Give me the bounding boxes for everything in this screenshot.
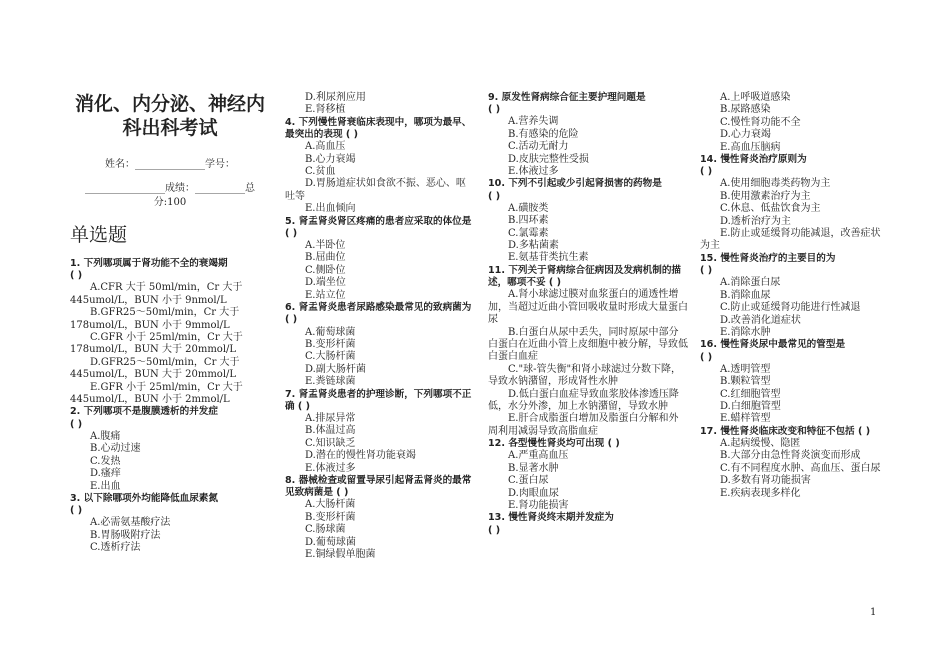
answer-option: C.蛋白尿 [508,475,549,487]
answer-option: B.有感染的危险 [508,128,579,140]
answer-option: A.高血压 [305,141,346,153]
question-text: 16. 慢性肾炎尿中最常见的管型是 [700,339,846,351]
answer-option: A.透明管型 [720,363,771,375]
exam-title-line2: 科出科考试 [122,117,218,139]
answer-option: A.半卧位 [305,240,346,252]
answer-option: C.透析疗法 [90,542,141,554]
answer-option: B.体温过高 [305,425,356,437]
question-text: 10. 下列不引起或少引起肾损害的药物是 [488,178,662,190]
question-text: ( ) [700,166,713,178]
answer-option: B.心动过速 [90,443,141,455]
answer-option: D.皮肤完整性受损 [508,153,589,165]
answer-option: B.心力衰竭 [305,153,356,165]
answer-option: D.透析治疗为主 [720,215,791,227]
answer-option: A.消除蛋白尿 [720,277,781,289]
answer-option: D.低白蛋白血症导致血浆胶体渗透压降低，水分外渗，加上水钠潴留，导致水肿 [488,388,679,412]
question-text: 3. 以下除哪项外均能降低血尿素氮 [70,492,218,504]
question-text: 5. 肾盂肾炎肾区疼痛的患者应采取的体位是 ( ) [285,215,472,239]
answer-option: E.高血压脑病 [720,141,781,153]
answer-option: B.屈曲位 [305,252,346,264]
answer-option: E.肾功能损害 [508,499,569,511]
answer-option: C.红细胞管型 [720,388,781,400]
answer-option: D.GFR25～50ml/min，Cr 大于 445umol/L，BUN 大于 20mmol/L [70,356,240,381]
answer-option: B.使用激素治疗为主 [720,190,811,202]
answer-option: B.显著水肿 [508,462,559,474]
answer-option: C."球-管失衡"和肾小球滤过分数下降，导致水钠潴留，形成肾性水肿 [488,363,682,388]
question-list [70,258,270,555]
question-text: ( ) [70,270,83,282]
question-text: 6. 肾盂肾炎患者尿路感染最常见的致病菌为 ( ) [285,302,472,326]
column-3 [488,92,688,537]
exam-title-line1: 消化、内分泌、神经内 [74,93,265,115]
question-text: 7. 肾盂肾炎患者的护理诊断，下列哪项不正确 ( ) [285,388,472,412]
answer-option: D.副大肠杆菌 [305,363,366,375]
answer-option: C.活动无耐力 [508,141,569,153]
answer-option: A.起病缓慢、隐匿 [720,437,801,449]
answer-option: B.变形杆菌 [305,511,356,523]
answer-option: D.多数有肾功能损害 [720,475,811,487]
answer-option: B.消除血尿 [720,289,771,301]
section-title: 单选题 [70,224,128,246]
answer-option: B.GFR25～50ml/min，Cr 大于 178umol/L，BUN 小于 9mmol/L [70,307,240,331]
answer-option: E.站立位 [305,289,346,301]
info-line3: 分:100 [153,197,187,208]
answer-option: C.慢性肾功能不全 [720,116,801,128]
answer-option: C.知识缺乏 [305,437,356,449]
answer-option: A.上呼吸道感染 [720,92,791,103]
answer-option: A.大肠杆菌 [305,499,356,511]
answer-option: D.肉眼血尿 [508,487,559,499]
answer-option: D.瘙痒 [90,468,121,480]
answer-option: B.大部分由急性肾炎演变而形成 [720,450,861,462]
answer-option: C.防止或延缓肾功能进行性减退 [720,302,861,314]
answer-option: A.葡萄球菌 [305,326,356,338]
answer-option: D.白细胞管型 [720,400,781,412]
answer-option: D.心力衰竭 [720,129,771,141]
answer-option: C.大肠杆菌 [305,351,356,363]
question-text: ( ) [70,418,83,430]
answer-option: A.排尿异常 [305,412,356,424]
answer-option: A.磺胺类 [508,202,549,214]
answer-option: D.端坐位 [305,277,346,289]
question-text: 2. 下列哪项不是腹膜透析的并发症 [70,406,218,418]
question-text: ( ) [700,265,713,277]
answer-option: E.粪链球菌 [305,376,356,388]
column-4 [700,92,890,500]
exam-title [70,92,270,140]
question-text: ( ) [70,505,83,517]
answer-option: B.四环素 [508,215,549,227]
question-text: ( ) [488,524,501,536]
student-info [70,158,270,210]
info-line1: 姓名：______________学号： [105,159,235,170]
answer-option: C.肠球菌 [305,524,346,536]
answer-option: D.改善消化道症状 [720,314,801,326]
answer-option: D.葡萄球菌 [305,536,356,548]
answer-option: E.消除水肿 [720,326,771,338]
question-text: 14. 慢性肾炎治疗原则为 [700,154,807,166]
page-number: 1 [870,607,877,618]
answer-option: A.CFR 大于 50ml/min，Cr 大于 445umol/L，BUN 小于 9nmol/L [70,282,243,306]
column-2 [285,92,475,561]
answer-option: A.使用细胞毒类药物为主 [720,178,831,190]
question-text: 15. 慢性肾炎治疗的主要目的为 [700,252,836,264]
answer-option: A.肾小球滤过膜对血浆蛋白的通透性增加，当超过近曲小管回吸收量时形成大量蛋白尿 [488,289,688,326]
answer-option: E.出血 [90,480,121,492]
answer-option: B.颗粒管型 [720,376,771,388]
answer-option: B.变形杆菌 [305,338,356,350]
answer-option: E.防止或延缓肾功能减退，改善症状为主 [700,228,881,252]
answer-option: E.蜡样管型 [720,413,771,425]
answer-option: D.潜在的慢性肾功能衰竭 [305,450,416,462]
answer-option: C.发热 [90,455,121,467]
answer-option: E.体液过多 [508,166,559,178]
question-text: 8. 器械检查或留置导尿引起肾盂肾炎的最常见致病菌是 ( ) [285,474,472,499]
answer-option: E.铜绿假单胞菌 [305,549,376,560]
answer-option: A.必需氨基酸疗法 [90,517,171,529]
answer-option: D.利尿剂应用 [305,92,366,103]
answer-option: E.出血倾向 [305,203,356,215]
answer-option: E.肝合成脂蛋白增加及脂蛋白分解和外周利用减弱导致高脂血症 [488,413,679,437]
column-1 [70,92,270,555]
question-text: 1. 下列哪项属于肾功能不全的衰竭期 [70,258,228,269]
answer-option: D.胃肠道症状如食欲不振、恶心、呕吐等 [285,178,466,202]
answer-option: C.有不同程度水肿、高血压、蛋白尿 [720,462,881,474]
answer-option: A.严重高血压 [508,450,569,462]
answer-option: C.休息、低盐饮食为主 [720,203,821,215]
question-text: 9. 原发性肾病综合征主要护理问题是 [488,92,646,103]
answer-option: A.营养失调 [508,116,559,128]
question-text: 11. 下列关于肾病综合征病因及发病机制的描述，哪项不妥 ( ) [488,264,682,289]
question-text: 13. 慢性肾炎终末期并发症为 [488,512,614,524]
question-text: 12. 各型慢性肾炎均可出现 ( ) [488,438,620,450]
answer-option: C.贫血 [305,166,336,178]
answer-option: C.氯霉素 [508,227,549,239]
answer-option: B.白蛋白从尿中丢失，同时原尿中部分白蛋白在近曲小管上皮细胞中被分解，导致低白蛋白血症 [488,326,688,363]
question-text: ( ) [488,190,501,202]
answer-option: E.肾移植 [305,104,346,116]
question-text: 17. 慢性肾炎临床改变和特征不包括 ( ) [700,425,871,437]
answer-option: E.氨基苷类抗生素 [508,252,589,264]
answer-option: E.体液过多 [305,462,356,474]
question-text: ( ) [488,104,501,116]
answer-option: B.胃肠吸附疗法 [90,529,161,541]
answer-option: A.腹痛 [90,430,121,442]
answer-option: E.GFR 小于 25ml/min，Cr 大于 445umol/L，BUN 小于 2mmol/L [70,381,243,406]
info-line2: ________________成绩：__________总 [85,183,255,194]
answer-option: B.尿路感染 [720,104,771,116]
question-text: ( ) [700,351,713,363]
answer-option: D.多粘菌素 [508,240,559,252]
answer-option: C.侧卧位 [305,264,346,276]
answer-option: C.GFR 小于 25ml/min，Cr 大于 178umol/L，BUN 大于 20mmol/L [70,332,243,356]
answer-option: E.疾病表现多样化 [720,487,801,499]
question-text: 4. 下列慢性肾衰临床表现中，哪项为最早、最突出的表现 ( ) [285,116,472,141]
